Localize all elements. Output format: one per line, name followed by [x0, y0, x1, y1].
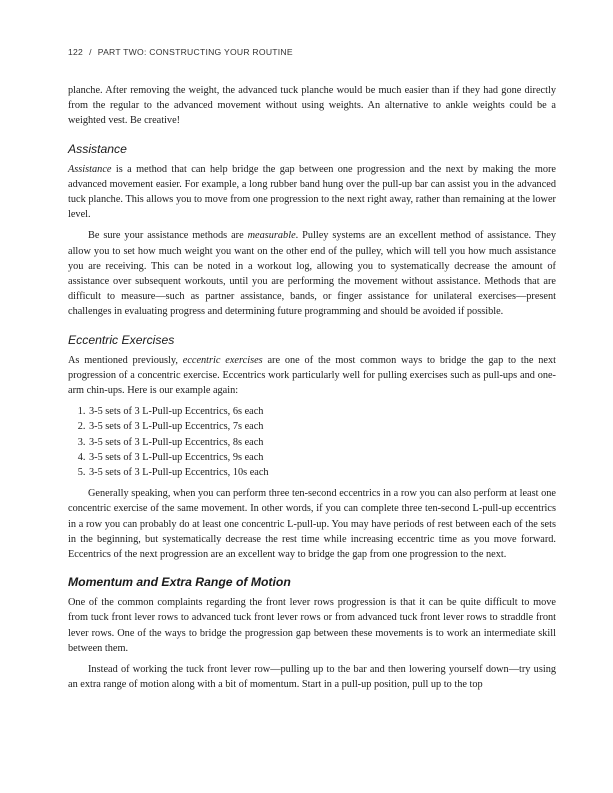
page-number: 122: [68, 47, 84, 57]
list-item: 1. 3-5 sets of 3 L-Pull-up Eccentrics, 6s each: [88, 404, 556, 419]
running-header: [68, 47, 293, 57]
eccentric-paragraph-2: Generally speaking, when you can perform three ten-second eccentrics in a row you can also perform at least one concentric exercise of the same movement. In other words, if you can complete three ten-second L-pull-up eccentrics in a row you can probably do at least one concentric L-pull-up. You may have periods of rest between each of the sets in the beginning, but systematically decrease the rest time while increasing eccentric time as you move forward. Eccentrics of the next progression are an excellent way to bridge the gap from one progression to the next.: [68, 488, 556, 561]
momentum-heading: Momentum and Extra Range of Motion: [68, 575, 291, 590]
page-body: [68, 83, 556, 693]
eccentric-term: eccentric exercises: [182, 354, 263, 366]
eccentric-paragraph-1: As mentioned previously, eccentric exercises are one of the most common ways to bridge the gap to the next progression of a concentric exercise. Eccentrics work particularly well for pulling exercises such as pull-ups and one-arm chin-ups. Here is our example again:: [68, 354, 557, 397]
assistance-paragraph-2: Be sure your assistance methods are measurable. Pulley systems are an excellent method of assistance. They allow you to set how much weight you want on the other end of the pulley, which will tell you how much assistance you are receiving. This can be noted in a workout log, allowing you to systematically decrease the amount of assistance over subsequent workouts, until you are performing the movement without assistance. Methods that are difficult to measure—such as partner assistance, bands, or finger assistance for unilateral exercises—present challenges in evaluating progress and determining future programming and should be avoided if possible.: [68, 230, 556, 318]
eccentric-progression-list: [68, 404, 556, 480]
measurable-term: measurable: [247, 230, 296, 242]
list-item: 2. 3-5 sets of 3 L-Pull-up Eccentrics, 7s each: [88, 419, 556, 434]
header-separator: /: [89, 47, 92, 57]
assistance-paragraph-1: Assistance is a method that can help bridge the gap between one progression and the next by making the more advanced movement easier. For example, a long rubber band hung over the pull-up bar can assist you in the advanced tuck planche. This allows you to move from one progression to the next right away, rather than remaining at the lower level.: [68, 163, 556, 221]
list-item: 3. 3-5 sets of 3 L-Pull-up Eccentrics, 8s each: [88, 435, 556, 450]
section-title: PART TWO: CONSTRUCTING YOUR ROUTINE: [97, 47, 293, 57]
intro-paragraph: planche. After removing the weight, the advanced tuck planche would be much easier than if they had gone directly from the regular to the advanced movement without using weights. An alternative to ankle weights could be a weighted vest. Be creative!: [68, 85, 556, 127]
assistance-term: Assistance: [68, 163, 112, 175]
momentum-paragraph-1: One of the common complaints regarding the front lever rows progression is that it can be quite difficult to move from tuck front lever rows to advanced tuck front lever rows or from advanced tuck front lever rows to straddle front lever rows. One of the ways to bridge the progression gap between these movements is to work an intermediate skill between them.: [68, 597, 556, 654]
assistance-heading: Assistance: [68, 141, 127, 156]
eccentric-heading: Eccentric Exercises: [68, 332, 175, 347]
list-item: 5. 3-5 sets of 3 L-Pull-up Eccentrics, 10s each: [88, 465, 556, 480]
list-item: 4. 3-5 sets of 3 L-Pull-up Eccentrics, 9s each: [88, 450, 556, 465]
momentum-paragraph-2: Instead of working the tuck front lever row—pulling up to the bar and then lowering yourself down—try using an extra range of motion along with a bit of momentum. Start in a pull-up position, pull up to the top: [68, 664, 556, 691]
